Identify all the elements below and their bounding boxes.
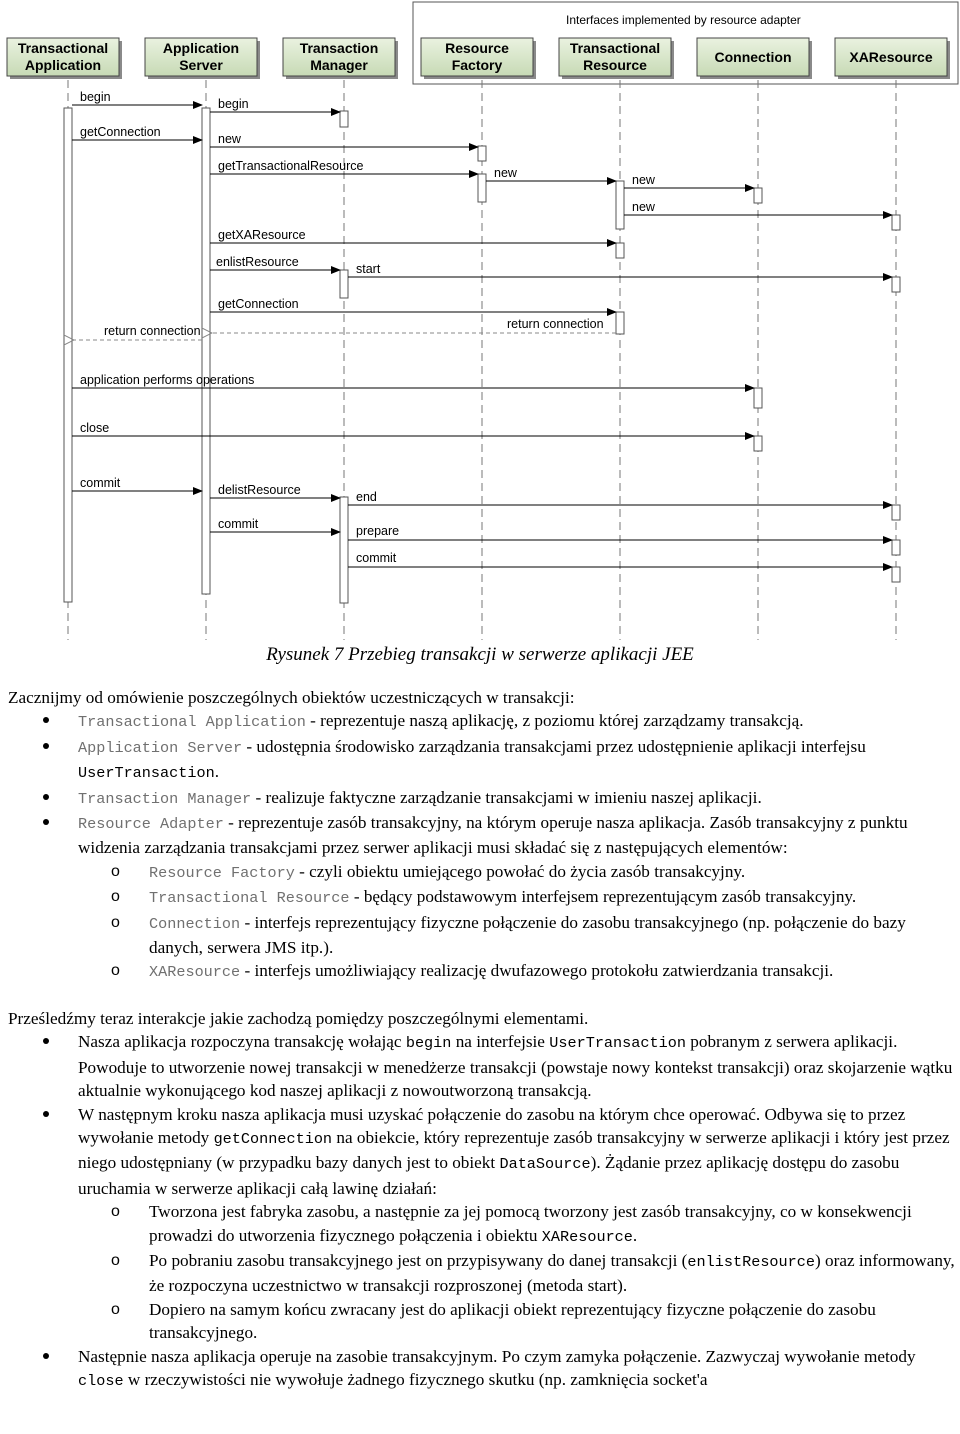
participant-application-server xyxy=(145,38,260,79)
svg-text:Transactional: Transactional xyxy=(569,40,661,56)
sublist-item: o Resource Factory - czyli obiektu umiejącego powołać do życia zasób transakcyjny. xyxy=(78,860,958,885)
intro-paragraph: Zacznijmy od omówienie poszczególnych obiektów uczestniczących w transakcji: xyxy=(8,688,575,707)
msg-label-commit-3: commit xyxy=(356,551,397,565)
sublist-item: o Transactional Resource - będący podstawowym interfejsem reprezentującym zasób transakcyjny. xyxy=(78,885,958,910)
msg-label-commit-1: commit xyxy=(80,476,121,490)
participant-xaresource xyxy=(835,38,950,79)
sublist-item: o Tworzona jest fabryka zasobu, a następnie za jej pomocą tworzony jest zasób transakcyjny, co w konsekwencji prowadzi do utworzenia fizycznego połączenia i obiektu XAResource. xyxy=(78,1200,958,1249)
msg-label-begin-1: begin xyxy=(80,90,111,104)
msg-label-enlistresource: enlistResource xyxy=(216,255,299,269)
lifelines xyxy=(68,80,896,640)
sublist-item: o Dopiero na samym końcu zwracany jest do aplikacji obiekt reprezentujący fizyczne połączenie do zasobu transakcyjnego. xyxy=(78,1298,958,1345)
participants-list xyxy=(8,709,958,984)
list-item: Application Server - udostępnia środowisko zarządzania transakcjami przez udostępnienie aplikacji interfejsu UserTransaction. xyxy=(8,735,958,786)
msg-label-begin-2: begin xyxy=(218,97,249,111)
sublist-item: o Connection - interfejs reprezentujący fizyczne połączenie do zasobu transakcyjnego (np. połączenie do bazy danych, serwera JMS itp.). xyxy=(78,911,958,960)
figure-caption: Rysunek 7 Przebieg transakcji w serwerze aplikacji JEE xyxy=(266,644,694,665)
svg-text:Resource: Resource xyxy=(583,57,647,73)
svg-text:Application: Application xyxy=(162,40,240,56)
msg-label-end: end xyxy=(356,490,377,504)
svg-text:Application: Application xyxy=(24,57,102,73)
svg-text:Server: Server xyxy=(179,57,223,73)
interfaces-group-title: Interfaces implemented by resource adapter xyxy=(566,13,801,27)
svg-text:Factory: Factory xyxy=(451,57,503,73)
msg-label-getxaresource: getXAResource xyxy=(218,228,306,242)
msg-label-application-performs-operations: application performs operations xyxy=(80,373,255,387)
steps-list xyxy=(8,1030,958,1393)
msg-label-commit-2: commit xyxy=(218,517,259,531)
participant-connection xyxy=(697,38,812,79)
msg-label-start: start xyxy=(356,262,381,276)
list-item: Nasza aplikacja rozpoczyna transakcję wołając begin na interfejsie UserTransaction pobranym z serwera aplikacji. Powoduje to utworzenie nowej transakcji w menedżerze transakcji (powstaje nowy kontekst transakcji) oraz skojarzenie wątku aktualnie wykonującego kod naszej aplikacji z nowoutworzoną transakcją. xyxy=(8,1030,958,1102)
svg-text:Resource: Resource xyxy=(445,40,509,56)
msg-label-close: close xyxy=(80,421,110,435)
interactions-paragraph: Prześledźmy teraz interakcje jakie zachodzą pomiędzy poszczególnymi elementami. xyxy=(8,1008,589,1028)
resource-adapter-sublist xyxy=(78,860,958,985)
document-body xyxy=(8,686,958,1393)
list-item: Następnie nasza aplikacja operuje na zasobie transakcyjnym. Po czym zamyka połączenie. Zazwyczaj wywołanie metody close w rzeczywistości nie wywołuje żadnego fizycznego skutku (np. zamknięcia socket'a xyxy=(8,1345,958,1394)
sequence-diagram xyxy=(0,0,960,645)
msg-label-new-3: new xyxy=(632,173,655,187)
svg-text:Connection: Connection xyxy=(714,49,792,65)
sublist-item: o XAResource - interfejs umożliwiający realizację dwufazowego protokołu zatwierdzania transakcji. xyxy=(78,959,958,984)
msg-label-gettransactionalresource: getTransactionalResource xyxy=(218,159,364,173)
svg-text:Transactional: Transactional xyxy=(17,40,109,56)
msg-label-prepare: prepare xyxy=(356,524,400,538)
msg-label-return-connection-1: return connection xyxy=(507,317,604,331)
msg-label-new-4: new xyxy=(632,200,655,214)
msg-label-delistresource: delistResource xyxy=(218,483,301,497)
connection-steps-sublist xyxy=(78,1200,958,1344)
list-item: Transaction Manager - realizuje faktyczne zarządzanie transakcjami w imieniu naszej aplikacji. xyxy=(8,786,958,811)
msg-label-new-1: new xyxy=(218,132,241,146)
msg-label-return-connection-2: return connection xyxy=(104,324,201,338)
msg-label-getconnection-2: getConnection xyxy=(218,297,299,311)
list-item: Transactional Application - reprezentuje naszą aplikację, z poziomu której zarządzamy transakcją. xyxy=(8,709,958,734)
svg-text:Manager: Manager xyxy=(310,57,368,73)
participant-resource-factory xyxy=(421,38,536,79)
msg-label-new-2: new xyxy=(494,166,517,180)
participant-transaction-manager xyxy=(283,38,398,79)
list-item: W następnym kroku nasza aplikacja musi uzyskać połączenie do zasobu na którym chce operować. Odbywa się to przez wywołanie metody getConnection na obiekcie, który reprezentuje zasób transakcyjny w serwerze aplikacji i który jest przez niego udostępniany (w przypadku bazy danych jest to obiekt DataSource). Żądanie przez aplikację dostępu do zasobu uruchamia w serwerze aplikacji całą lawinę działań: o Tworzona jest fabryka zasobu, a następnie za jej pomocą tworzony jest zasób transakcyjny, co w konsekwencji prowadzi do utworzenia fizycznego połączenia i obiektu XAResource. o Po pobraniu zasobu transakcyjnego jest on przypisywany do danej transakcji (enlistResource) oraz informowany, że rozpoczyna uczestnictwo w transakcji rozproszonej (metoda start). o Dopiero na samym końcu zwracany jest do aplikacji obiekt reprezentujący fizyczne połączenie do zasobu transakcyjnego. xyxy=(8,1103,958,1345)
svg-text:XAResource: XAResource xyxy=(849,49,933,65)
svg-text:Transaction: Transaction xyxy=(299,40,379,56)
list-item: Resource Adapter - reprezentuje zasób transakcyjny, na którym operuje nasza aplikacja. Zasób transakcyjny z punktu widzenia zarządzania transakcjami przez serwer aplikacji musi składać się z następujących elementów: o Resource Factory - czyli obiektu umiejącego powołać do życia zasób transakcyjny. o Transactional Resource - będący podstawowym interfejsem reprezentującym zasób transakcyjny. o Connection - interfejs reprezentujący fizyczne połączenie do zasobu transakcyjnego (np. połączenie do bazy danych, serwera JMS itp.). o XAResource - interfejs umożliwiający realizację dwufazowego protokołu zatwierdzania transakcji. xyxy=(8,811,958,985)
participant-transactional-resource xyxy=(559,38,674,79)
msg-label-getconnection-1: getConnection xyxy=(80,125,161,139)
sublist-item: o Po pobraniu zasobu transakcyjnego jest on przypisywany do danej transakcji (enlistResource) oraz informowany, że rozpoczyna uczestnictwo w transakcji rozproszonej (metoda start). xyxy=(78,1249,958,1298)
participant-transactional-application xyxy=(7,38,122,79)
